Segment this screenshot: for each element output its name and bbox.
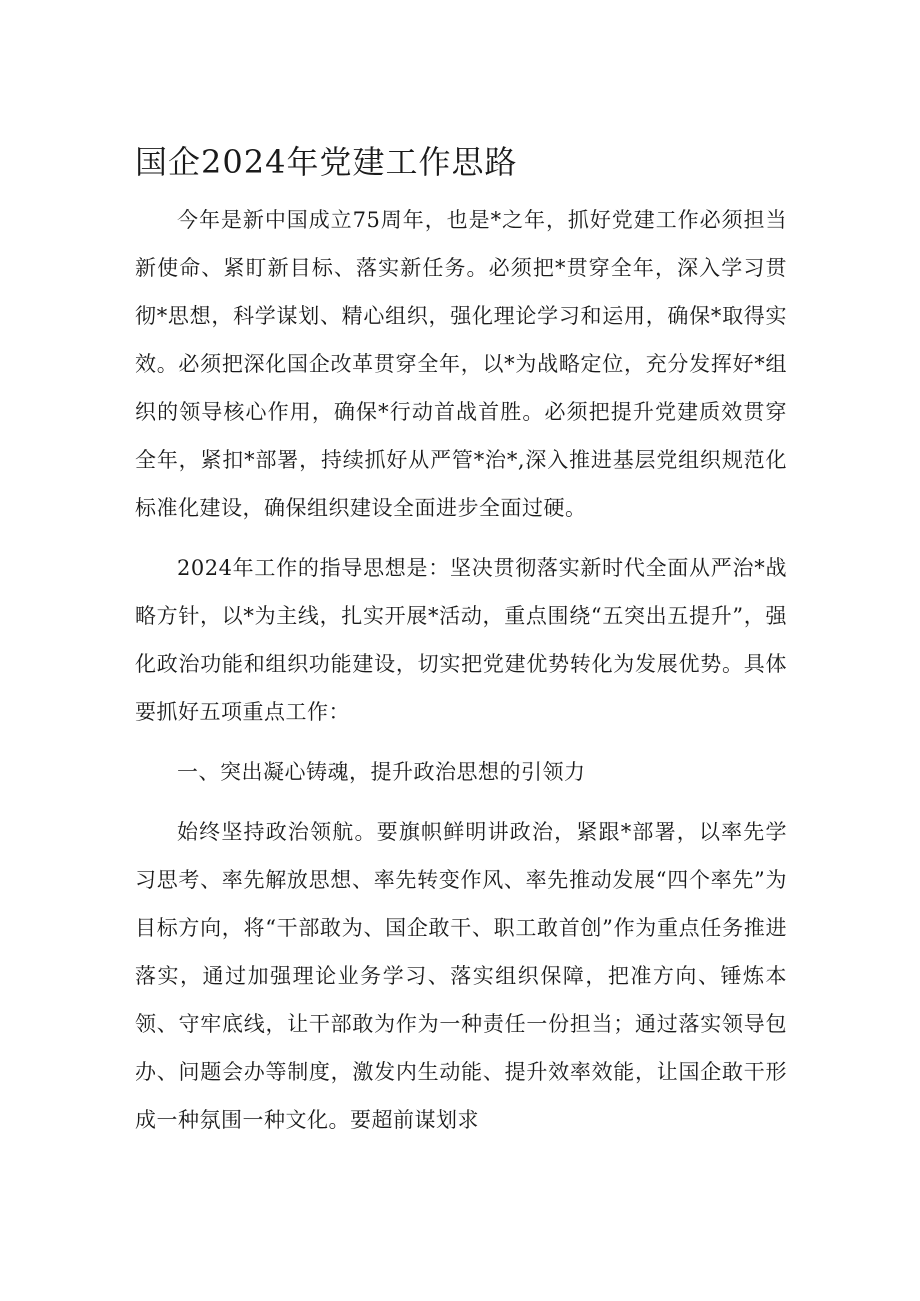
document-title: 国企2024年党建工作思路	[135, 143, 518, 181]
document-body	[135, 138, 787, 1156]
guiding-thought-paragraph: 2024年工作的指导思想是：坚决贯彻落实新时代全面从严治*战略方针，以*为主线，扎实开展*活动，重点围绕“五突出五提升”，强化政治功能和组织功能建设，切实把党建优势转化为发展优势。具体要抓好五项重点工作：	[135, 556, 787, 724]
intro-paragraph: 今年是新中国成立75周年，也是*之年，抓好党建工作必须担当新使命、紧盯新目标、落实新任务。必须把*贯穿全年，深入学习贯彻*思想，科学谋划、精心组织，强化理论学习和运用，确保*取得实效。必须把深化国企改革贯穿全年，以*为战略定位，充分发挥好*组织的领导核心作用，确保*行动首战首胜。必须把提升党建质效贯穿全年，紧扣*部署，持续抓好从严管*治*,深入推进基层党组织规范化标准化建设，确保组织建设全面进步全面过硬。	[135, 208, 787, 520]
section-heading: 一、突出凝心铸魂，提升政治思想的引领力	[177, 760, 586, 784]
section-paragraph: 始终坚持政治领航。要旗帜鲜明讲政治，紧跟*部署，以率先学习思考、率先解放思想、率先转变作风、率先推动发展“四个率先”为目标方向，将“干部敢为、国企敢干、职工敢首创”作为重点任务推进落实，通过加强理论业务学习、落实组织保障，把准方向、锤炼本领、守牢底线，让干部敢为作为一种责任一份担当；通过落实领导包办、问题会办等制度，激发内生动能、提升效率效能，让国企敢干形成一种氛围一种文化。要超前谋划求	[135, 820, 787, 1132]
